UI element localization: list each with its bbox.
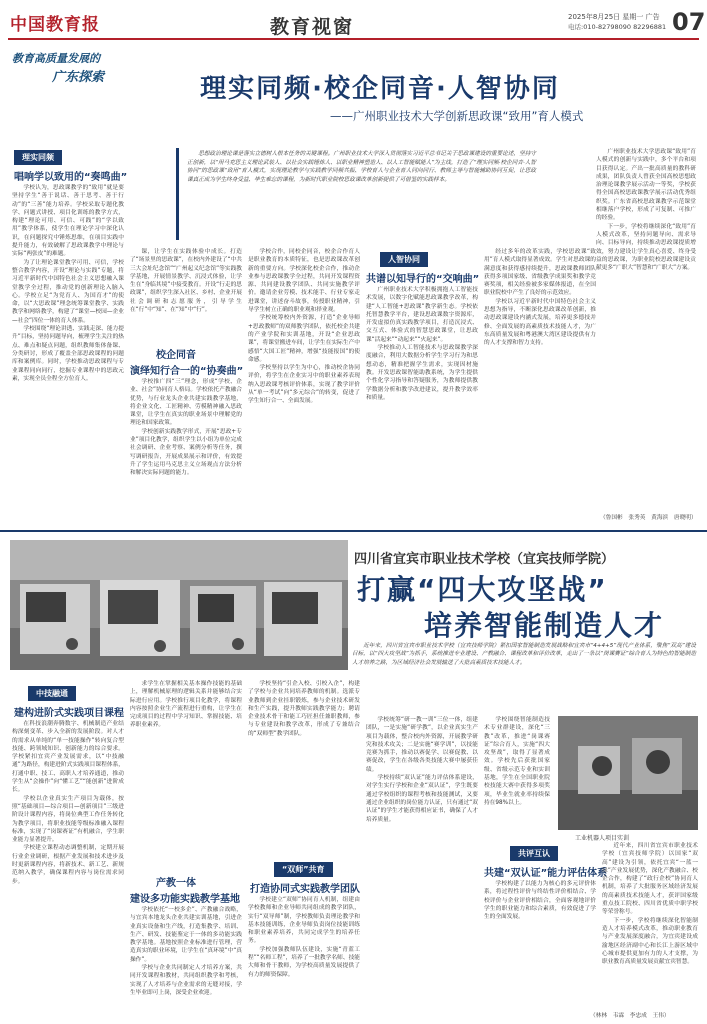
section-title: 教育视窗 [270,16,355,38]
story2-sectionB-head: 建设多功能实践教学基地 [130,894,240,905]
story1-col2-para3: 学校创新实践教学形式，开展“思政+专业”项目化教学，组织学生以小组为单位完成社会调研、企业考察、案例分析等任务，撰写调研报告，开展成果展示和评价，有效提升了学生运用马克思主义立场观点方法分析和解决实际问题的能力。 [130,428,242,477]
story2-colB-para1: 求学生在掌握相关基本操作技能的基础上，理解机械原理的逻辑关系并能够结合实际进行应用。学校推行项目化教学，将课程内容按照企业生产流程进行重构，让学生在完成项目的过程中学习知识、掌握技能、培养职业素养。 [130,681,242,729]
story1-section1-head: 唱响学以致用的“奏鸣曲” [14,172,128,183]
story2-sectionD-head: 共建“双认证”能力评估体系 [484,868,608,879]
story2-colB-para3: 学校与企业共同制定人才培养方案，共同开发课程和教材，共同组织教学和考核，实现了人才培养与企业需求的无缝对接，学生毕业即可上岗，深受企业欢迎。 [130,965,242,996]
story2-colE-para2: 学校构建了以能力为核心的多元评价体系，将过程性评价与终结性评价相结合、学校评价与企业评价相结合，全面客观地评价学生的职业能力和综合素质，有效促进了学生的全面发展。 [484,881,596,921]
story1-col6 [596,148,696,510]
topic-line-1: 教育高质量发展的 [12,52,100,65]
story1-col5 [484,248,596,524]
story1-col2-para1: 课，让学生在实践体验中成长。打造了“场景里的思政课”，在校内外建设了“中共三大会址纪念馆”“广州起义纪念馆”等实践教学基地，开展情景教学、沉浸式体验，让学生在“身临其境”中接受教育。开设“行走的思政课”，组织学生深入社区、乡村、企业开展社会调研和志愿服务，引导学生在“行”中“知”、在“知”中“行”。 [130,249,242,314]
story2-sectionB-tab: 产教一体 [156,878,196,889]
story2-colD-para2: 学校持续“双认证”能力评估体系建设，对学生实行学校和企业“双认证”，学生既要通过学校组织的课程考核和技能测试，又要通过企业组织的岗位能力认证，只有通过“双认证”的学生才能获得相应证书，确保了人才培养质量。 [366,775,478,823]
story1-credits: （鲁国彬 张秀英 黄海滨 唐晓明） [600,515,697,521]
story2-sectionA-head: 建构进阶式实践项目课程 [14,708,124,719]
story2-robot-photo [558,716,698,830]
masthead [8,8,706,38]
story1-subhead: ——广州职业技术大学创新思政课“致用”育人模式 [330,109,584,123]
story2-sectionC-head: 打造协同式实践教学团队 [250,884,360,895]
story2-colB-top [130,680,242,866]
story1-section3-head: 共谱以知导行的“交响曲” [366,274,480,285]
factory-photo-illustration [10,540,348,670]
story1-intro-text: 思想政治理论课是落实立德树人根本任务的关键课程。广州职业技术大学深入贯彻落实习近平总书记关于思政课建设的重要论述，坚持守正创新，以“用马克思主义理论武装人、以社会实践锤炼人、以职业精神塑造人、以人工智能赋能人”为主线，打造了“理实同频·校企同音·人智协同”的思政课“致用”育人模式，实现理论教学与实践教学同频共振、学校育人与企业育人同向同行、教师主导与智能辅助协同互促，让思政课真正成为学生终身受益、毕生难忘的课程，为新时代职业院校思政课改革创新提供了可借鉴的实践样本。 [187,151,536,183]
newspaper-logo: 中国教育报 [10,15,100,35]
story2-colD-para1: 学校统筹“研一教一训”三位一体，组建团队，一是实施“研学教”，以企业真实生产项目为载体，整合校内外资源，开展教学研究和技术攻关；二是实施“赛学训”，以技能竞赛为抓手，推动以赛促学、以赛促教、以赛促改，学生在各级各类技能大赛中屡获佳绩。 [366,717,478,773]
story1-col1-para3: 学校围绕“理论讲透、实践走深、能力提升”目标，坚持问题导向，梳理学生关注的热点、难点和疑点问题，组织教师集体备课、分类研讨，形成了覆盖全部思政课程的问题库和案例库。同时，学校推动思政课程与专业课程同向同行，挖掘专业课程中的思政元素，实现全员全程全方位育人。 [12,326,124,382]
issue-contact: 电话:010-82798090 82296881 [568,23,667,31]
story2-colE-para1: 学校围绕智能制造技术专业群建设，深化“三教”改革，推进“岗课赛证”综合育人，实施“四大攻坚战”，取得了显著成效。学校先后获批国家级、省级示范专业和实训基地，学生在全国职业院校技能大赛中获得多项奖项，毕业生就业率持续保持在98%以上。 [484,717,550,806]
story1-col1-para1: 学校认为，思政课教学的“致用”就是要坚持学生“善于说话、善于思考、善于行动”的“三善”能力培养。学校采取专题化教学、问题式讲授、项目化训练的教学方式，构建“理论可用、可信、可践”的“学以致用”教学体系，使学生在理论学习中深化认识，在问题探究中锤炼思维，在项目实践中提升能力，有效破解了思政课教学中理论与实际“两张皮”的难题。 [12,185,124,258]
story2-colC-bottom [248,896,360,1020]
issue-date: 2025年8月25日 星期一 广告 [568,13,660,21]
topic-line-2: 广东探索 [52,70,105,85]
story1-col2-bottom [130,378,242,524]
story1-col4-para1: 广州职业技术大学积极拥抱人工智能技术发展，以数字化赋能思政课教学改革，构建“人工智能+思政课”教学新生态。学校依托智慧教学平台，建设思政课数字资源库，开发虚拟仿真实践教学项目，打造沉浸式、交互式、体验式的智慧思政课堂，让思政课“活起来”“动起来”“火起来”。 [366,287,478,343]
story1-col2-top [130,248,242,340]
story2-colD [366,716,478,1020]
story2-sectionD-tab: 共评互认 [510,846,558,861]
story1-section2-head: 演绎知行合一的“协奏曲” [130,366,244,377]
story2-colA-para1: 在科技浪潮奔腾数字、机械制造产业结构深刻变革、步入全新的发展阶段。对人才的需求从单纯的“单一技能操作”转向复合型技能、跨领域知识、创新能力的综合要求。学校紧扣宜宾产业发展需求，以“中技融通”为路径，构建进阶式实践项目课程体系，打通中职、技工、高职人才培养通道，推动学生从“会操作”向“懂工艺”“能创新”进阶成长。 [12,721,124,794]
story1-col2-para2: 学校推广四“三”理念，形成“学校、企业、社会”协同育人格局。学校依托产教融合优势，与行业龙头企业共建实践教学基地，将企业文化、工匠精神、劳模精神融入思政课堂，让学生在真实的职业场景中理解党的理论和国家政策。 [130,379,242,427]
story2-factory-photo [10,540,348,670]
story1-section2-tab: 校企同音 [156,350,196,361]
story2-colC-para3: 学校加强教师队伍建设，实施“青蓝工程”“名师工程”，培养了一批教学名师、技能大师和骨干教师，为学校高质量发展提供了有力的师资保障。 [248,946,360,978]
story2-colF-para1: 近年来，四川省宜宾市职业技术学校（宜宾技师学院）以国家“双高”建设为引领，依托宜宾“一蓝一绿”产业发展优势，深化产教融合、校企合作，构建了“政行企校”协同育人机制，培养了大批服务区域经济发展的高素质技术技能人才，获评国家级重点技工院校、四川省优质中职学校等荣誉称号。 [602,843,698,916]
story1-col1-para2: 为了让理论课堂教学可用、可信，学校整合教学内容，开设“理论与实践”专题，将习近平新时代中国特色社会主义思想融入课堂教学全过程，推动党的创新理论入脑入心。学校立足“为党育人、为国育才”的使命，以“大思政课”理念统筹课堂教学、实践教学和网络教学，构建了“课堂—校园—企业—社会”四位一体的育人体系。 [12,259,124,324]
story2-colA [12,720,124,1020]
story2-colC-para2: 学校建立“双师”协同育人机制，组建由学校教师和企业导师共同组成的教学团队，实行“双导师”制，学校教师负责理论教学和基本技能训练，企业导师负责岗位技能训练和职业素养培养，共同完成学生的培养任务。 [248,897,360,945]
story1-col4 [366,286,478,524]
story2-sectionC-tab: “双师”共育 [274,862,333,877]
topic-banner [12,50,162,85]
story1-headline: 理实同频·校企同音·人智协同 [200,74,560,104]
story2-intro-text: 近年来，四川省宜宾市职业技术学校（宜宾技师学院）紧扣国家智能制造发展战略和宜宾市“4+4+5”现代产业体系，聚焦“双高”建设目标，以“四大攻坚战”为抓手，系统推进专业建设、产教融合、课程改革和评价改革，走出了一条以“岗课赛证”综合育人为特色的智能制造人才培养之路，为区域经济社会发展输送了大批高素质技术技能人才。 [352,643,696,666]
story1-col3 [248,248,360,524]
story1-col6-para2: 下一步，学校将继续深化“致用”育人模式改革，坚持问题导向、需求导向、目标导向，持续推动思政课提质增效，努力建设让学生真心喜爱、终身受益的思政课，为职业院校思政课建设贡献更多“广职大”智慧和“广职大”方案。 [596,223,696,272]
story2-school-name: 四川省宜宾市职业技术学校（宜宾技师学院） [354,552,615,567]
story2-colF-para2: 下一步，学校将继续深化智能制造人才培养模式改革，推动职业教育与产业发展深度融合，为宜宾建设成渝地区经济副中心和长江上游区域中心城市提供更加有力的人才支撑，为职业教育高质量发展贡献宜宾智慧。 [602,917,698,966]
story2-colF [602,842,698,1008]
story2-colC-top [248,680,360,856]
story2-colA-para3: 学校建立课程动态调整机制，定期开展行业企业调研，根据产业发展和技术进步及时更新课程内容，将新技术、新工艺、新规范纳入教学，确保课程内容与岗位需求同步。 [12,845,124,885]
story2-colE-top [484,716,550,830]
story2-photo-caption: 工业机器人项目实训 [575,835,630,842]
story1-col1 [12,184,124,524]
story1-col5-para1: 经过多年的改革实践，学校思政课“致用”育人模式取得显著成效。学生对思政课的满意度和获得感持续提升，思政课教师团队获得多项国家级、省级教学成果奖和教学竞赛奖项，相关经验被多家媒体报道，在全国职业院校中产生了良好的示范效应。 [484,249,596,297]
story2-intro [352,642,696,712]
story-separator [0,530,707,532]
story1-col4-para2: 学校推动人工智能技术与思政课教学深度融合，利用大数据分析学生学习行为和思想动态，精准把握学生需求，实现因材施教。开发思政课智能助教系统，为学生提供个性化学习指导和答疑服务，为教师提供教学数据分析和教学改进建议，提升教学效率和质量。 [366,345,478,401]
robot-photo-illustration [558,716,698,830]
story2-colE-bottom [484,880,596,1020]
story1-intro [176,148,544,240]
story1-col3-para1: 学校合作，同校企同音，校企合作育人是职业教育的本质特征，也是思政课改革创新的重要方向。学校深化校企合作，推动企业参与思政课教学全过程，共同开发课程资源、共同建设教学团队、共同实施教学评价。邀请企业劳模、技术能手、行业专家走进课堂，讲述奋斗故事，传授职业精神，引导学生树立正确的职业观和择业观。 [248,249,360,314]
story2-colB-bottom [130,906,242,1020]
story2-headline-line1: 打赢“四大攻坚战” [357,573,608,606]
story1-section3-tab: 人智协同 [380,252,428,267]
story1-col3-para3: 学校坚持以学生为中心，推动校企协同评价，将学生在企业实习中的职业素养表现纳入思政课考核评价体系，实现了教学评价从“单一考试”向“多元综合”的转变，促进了学生知行合一、全面发展。 [248,365,360,405]
story2-sectionA-tab: 中技融通 [28,686,76,701]
story2-colA-para2: 学校以企业真实生产项目为载体，按照“基础项目—综合项目—创新项目”三级进阶设计课程内容，将岗位典型工作任务转化为教学项目，将职业技能等级标准融入课程标准，实现了“岗课赛证”有机融合，学生职业能力显著提升。 [12,795,124,844]
story1-col3-para2: 学校统筹校内外资源，打造“企业导师+思政教师”的双师教学团队，依托校企共建的产业学院和实训基地，开设“企业思政课”，将课堂搬进车间，让学生在实际生产中感悟“大国工匠”精神，增强“技能报国”的使命感。 [248,315,360,363]
story2-colC-para1: 学校坚持“引企入校、引校入企”，构建了学校与企业共同培养教师的机制。选派专业教师到企业挂职锻炼，参与企业技术研发和生产实践，提升教师实践教学能力；聘请企业技术骨干和能工巧匠担任兼职教师，参与专业建设和教学改革，形成了专兼结合的“双师型”教学团队。 [248,681,360,737]
story1-col6-para1: 广州职业技术大学思政课“致用”育人模式的创新与实践中，多个平台和项目获得认定。产出一批高质量的教科研成果，团队负责人曾获全国高校思想政治理论课教学展示活动一等奖，学校获得全国高校思政课教学展示活动优秀组织奖。广东省高校思政课教学示范课堂相继落户学校，形成了可复制、可推广的经验。 [596,149,696,222]
story1-section1-tab: 理实同频 [14,150,62,165]
story2-colB-para2: 学校依托“一校多企”、产教融合战略，与宜宾本地龙头企业共建实训基地，引进企业真实设备和生产线，打造集教学、培训、生产、研发、技能鉴定于一体的多功能实践教学基地。基地按照企业标准进行管理，营造真实的职业环境，让学生在“真环境”中“真操作”。 [130,907,242,963]
masthead-rule [8,38,699,40]
page-number: 07 [672,8,706,36]
story2-headline-line2: 培养智能制造人才 [424,609,665,642]
story2-credits: （林林 韦霖 李忠成 王伟） [590,1013,670,1019]
story1-col5-para2: 学校以习近平新时代中国特色社会主义思想为指导，不断深化思政课改革创新，推动思政课建设内涵式发展，培养更多德技并修、全面发展的高素质技术技能人才，为广东高质量发展和粤港澳大湾区建设提供有力的人才支撑和智力支持。 [484,298,596,347]
